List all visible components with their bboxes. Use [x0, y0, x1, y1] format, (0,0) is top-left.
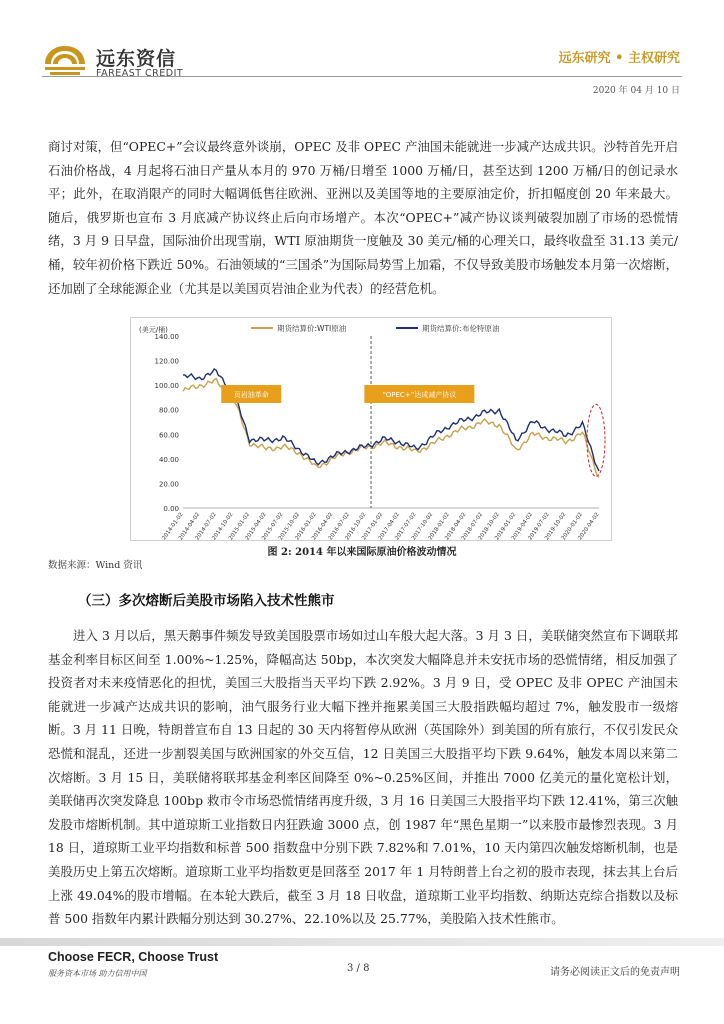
x-tick-label: 2015-04-02: [244, 511, 268, 540]
y-tick-label: 20.00: [158, 480, 179, 489]
x-tick-label: 2020-04-02: [577, 511, 601, 540]
x-tick-label: 2014-10-02: [211, 511, 235, 540]
x-tick-label: 2014-01-02: [161, 511, 185, 540]
x-tick-label: 2016-04-02: [311, 511, 335, 540]
body-paragraph-1: 商讨对策，但“OPEC+”会议最终意外谈崩，OPEC 及非 OPEC 产油国未能就进一步减产达成共识。沙特首先开启石油价格战，4 月起将石油日产量从本月的 970 万桶/日增至 1000 万桶/日，甚至达到 1200 万桶/日的创记录水平；此外，在取消限产的同时大幅调低售往欧洲、亚洲以及美国等地的主要原油定价，折扣幅度创 20 年来最大。随后，俄罗斯也宣布 3 月底减产协议终止后向市场增产。本次“OPEC+”减产协议谈判破裂加剧了市场的恐慌情绪，3 月 9 日早盘，国际油价出现雪崩，WTI 原油期货一度触及 30 美元/桶的心理关口，最终收盘至 31.13 美元/桶，较年初价格下跌近 50%。石油领域的“三国杀”为国际局势雪上加霜，不仅导致美股市场触发本月第一次熔断，还加剧了全球能源企业（尤其是以美国页岩油企业为代表）的经营危机。: [48, 139, 678, 296]
legend-label: 期货结算价:布伦特原油: [422, 324, 500, 333]
section-heading: （三）多次熔断后美股市场陷入技术性熊市: [78, 593, 335, 609]
page-number: 3 / 8: [347, 963, 370, 974]
y-tick-label: 80.00: [158, 406, 179, 415]
y-tick-label: 40.00: [158, 455, 179, 464]
x-tick-label: 2016-10-02: [344, 511, 368, 540]
x-tick-label: 2017-10-02: [410, 511, 435, 540]
oil-price-chart-svg: [131, 318, 611, 540]
x-tick-label: 2019-10-02: [544, 511, 568, 540]
x-tick-label: 2017-07-02: [394, 511, 418, 540]
series-line-brent: [183, 369, 599, 471]
body-paragraph-2: 进入 3 月以后，黑天鹅事件频发导致美国股票市场如过山车般大起大落。3 月 3 日，美联储突然宣布下调联邦基金利率目标区间至 1.00%~1.25%，降幅高达 50bp，本次突发大幅降息并未安抚市场的恐慌情绪，相反加强了投资者对未来疫情恶化的担忧，美国三大股指当天平均下跌 2.92%。3 月 9 日，受 OPEC 及非 OPEC 产油国未能就进一步减产达成共识的影响，油气服务行业大幅下挫并拖累美国三大股指跌幅均超过 7%，触发股市一级熔断。3 月 11 日晚，特朗普宣布自 13 日起的 30 天内将暂停从欧洲（英国除外）到美国的所有旅行，不仅引发民众恐慌和混乱，还进一步割裂美国与欧洲国家的外交互信，12 日美国三大股指平均下跌 9.64%，触发本周以来第二次熔断。3 月 15 日，美联储将联邦基金利率区间降至 0%~0.25%区间，并推出 7000 亿美元的量化宽松计划，美联储再次突发降息 100bp 救市令市场恐慌情绪再度升级，3 月 16 日美国三大股指平均下跌 12.41%，第三次触发股市熔断机制。其中道琼斯工业指数日内狂跌逾 3000 点，创 1987 年“黑色星期一”以来股市最惨烈表现。3 月 18 日，道琼斯工业平均指数和标普 500 指数盘中分别下跌 7.82%和 7.01%，10 天内第四次触发熔断机制，也是美股历史上第五次熔断。道琼斯工业平均指数更是回落至 2017 年 1 月特朗普上台之初的股市表现，抹去其上台后上涨 49.04%的股市增幅。在本轮大跌后，截至 3 月 18 日收盘，道琼斯工业平均指数、纳斯达克综合指数以及标普 500 指数年内累计跌幅分别达到 30.27%、22.10%以及 25.77%，美股陷入技术性熊市。: [48, 628, 678, 927]
fareast-logo-icon: [42, 42, 88, 78]
logo-english-name: FAREAST CREDIT: [96, 68, 184, 79]
x-tick-label: 2018-07-02: [460, 511, 485, 540]
x-tick-label: 2014-04-02: [178, 511, 202, 540]
x-tick-label: 2015-01-02: [227, 511, 252, 540]
x-tick-label: 2016-07-02: [327, 511, 352, 540]
y-axis-label: (美元/桶): [139, 326, 168, 334]
report-date: 2020 年 04 月 10 日: [592, 86, 680, 96]
footer-cn-slogan: 服务资本市场 助力信用中国: [48, 969, 147, 978]
footer-disclaimer: 请务必阅读正文后的免责声明: [550, 967, 680, 978]
footer-band: [0, 938, 724, 946]
annotation-label: 页岩油革命: [233, 391, 269, 399]
logo-chinese-name: 远东资信: [96, 48, 177, 70]
figure-caption: 图 2: 2014 年以来国际原油价格波动情况: [267, 547, 457, 558]
x-tick-label: 2020-01-02: [560, 511, 584, 540]
footer-brand-slogan: Choose FECR, Choose Trust: [48, 950, 219, 964]
x-tick-label: 2015-07-02: [261, 511, 285, 540]
annotation-label: “OPEC+”达成减产协议: [382, 391, 457, 399]
y-tick-label: 100.00: [154, 382, 179, 391]
x-tick-label: 2019-01-02: [494, 511, 518, 540]
x-tick-label: 2019-07-02: [527, 511, 551, 540]
x-tick-label: 2018-10-02: [477, 511, 501, 540]
y-tick-label: 120.00: [154, 357, 179, 366]
x-tick-label: 2019-04-02: [510, 511, 535, 540]
x-tick-label: 2017-04-02: [377, 511, 401, 540]
x-tick-label: 2018-01-02: [427, 511, 451, 540]
x-tick-label: 2017-01-02: [361, 511, 385, 540]
oil-price-chart: [130, 317, 612, 541]
x-tick-label: 2014-07-02: [194, 511, 218, 540]
y-tick-label: 60.00: [158, 431, 179, 440]
y-tick-label: 0.00: [163, 505, 179, 513]
y-tick-label: 140.00: [154, 333, 179, 341]
data-source: 数据来源：Wind 资讯: [48, 560, 143, 571]
legend-label: 期货结算价:WTI原油: [277, 324, 347, 333]
header-divider: [42, 76, 682, 77]
x-tick-label: 2015-10-02: [277, 511, 302, 540]
x-tick-label: 2018-04-02: [444, 511, 468, 540]
header-section-label: 远东研究 • 主权研究: [558, 51, 680, 66]
x-tick-label: 2016-01-02: [294, 511, 318, 540]
